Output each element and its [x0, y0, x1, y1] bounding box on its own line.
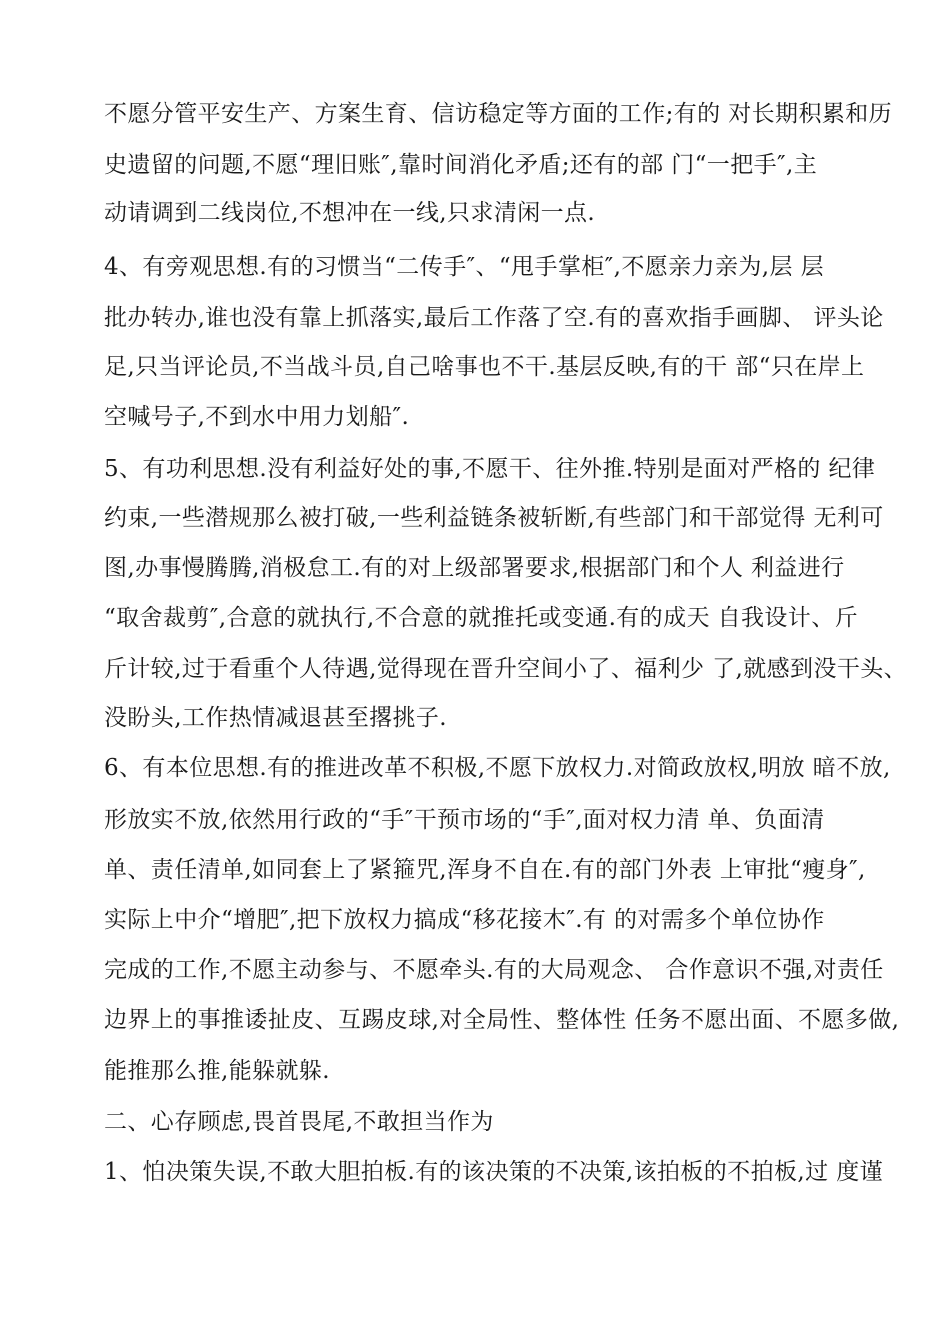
text-line: 空喊号子,不到水中用力划船″. — [104, 404, 410, 430]
text-line: “取舍裁剪″,合意的就执行,不合意的就推托或变通.有的成天 自我设计、斤 — [104, 605, 858, 631]
text-line: 形放实不放,依然用行政的“手″干预市场的“手″,面对权力清 单、负面清 — [104, 807, 825, 833]
text-line: 动请调到二线岗位,不想冲在一线,只求清闲一点. — [104, 200, 596, 226]
text-line: 史遗留的问题,不愿“理旧账″,靠时间消化矛盾;还有的部 门“一把手″,主 — [104, 152, 818, 178]
text-line: 1、怕决策失误,不敢大胆拍板.有的该决策的不决策,该拍板的不拍板,过 度谨 — [104, 1159, 883, 1185]
text-line: 足,只当评论员,不当战斗员,自己啥事也不干.基层反映,有的干 部“只在岸上 — [104, 354, 865, 380]
text-line: 能推那么推,能躲就躲. — [104, 1058, 331, 1084]
text-line: 不愿分管平安生产、方案生育、信访稳定等方面的工作;有的 对长期积累和历 — [104, 101, 893, 127]
text-line: 没盼头,工作热情减退甚至撂挑子. — [104, 705, 448, 731]
text-line: 4、有旁观思想.有的习惯当“二传手″、“甩手掌柜″,不愿亲力亲为,层 层 — [104, 254, 824, 280]
text-line: 边界上的事推诿扯皮、互踢皮球,对全局性、整体性 任务不愿出面、不愿多做, — [104, 1007, 900, 1033]
section-heading: 二、心存顾虑,畏首畏尾,不敢担当作为 — [104, 1109, 494, 1135]
text-line: 6、有本位思想.有的推进改革不积极,不愿下放权力.对简政放权,明放 暗不放, — [104, 755, 891, 781]
text-line: 完成的工作,不愿主动参与、不愿牵头.有的大局观念、 合作意识不强,对责任 — [104, 957, 884, 983]
text-line: 图,办事慢腾腾,消极怠工.有的对上级部署要求,根据部门和个人 利益进行 — [104, 555, 845, 581]
text-line: 实际上中介“增肥″,把下放权力搞成“移花接木″.有 的对需多个单位协作 — [104, 907, 825, 933]
text-line: 5、有功利思想.没有利益好处的事,不愿干、往外推.特别是面对严格的 纪律 — [104, 456, 876, 482]
text-line: 约束,一些潜规那么被打破,一些利益链条被斩断,有些部门和干部觉得 无利可 — [104, 505, 884, 531]
text-line: 单、责任清单,如同套上了紧箍咒,浑身不自在.有的部门外表 上审批“瘦身″, — [104, 857, 866, 883]
text-line: 批办转办,谁也没有靠上抓落实,最后工作落了空.有的喜欢指手画脚、 评头论 — [104, 305, 884, 331]
text-line: 斤计较,过于看重个人待遇,觉得现在晋升空间小了、福利少 了,就感到没干头、 — [104, 656, 908, 682]
